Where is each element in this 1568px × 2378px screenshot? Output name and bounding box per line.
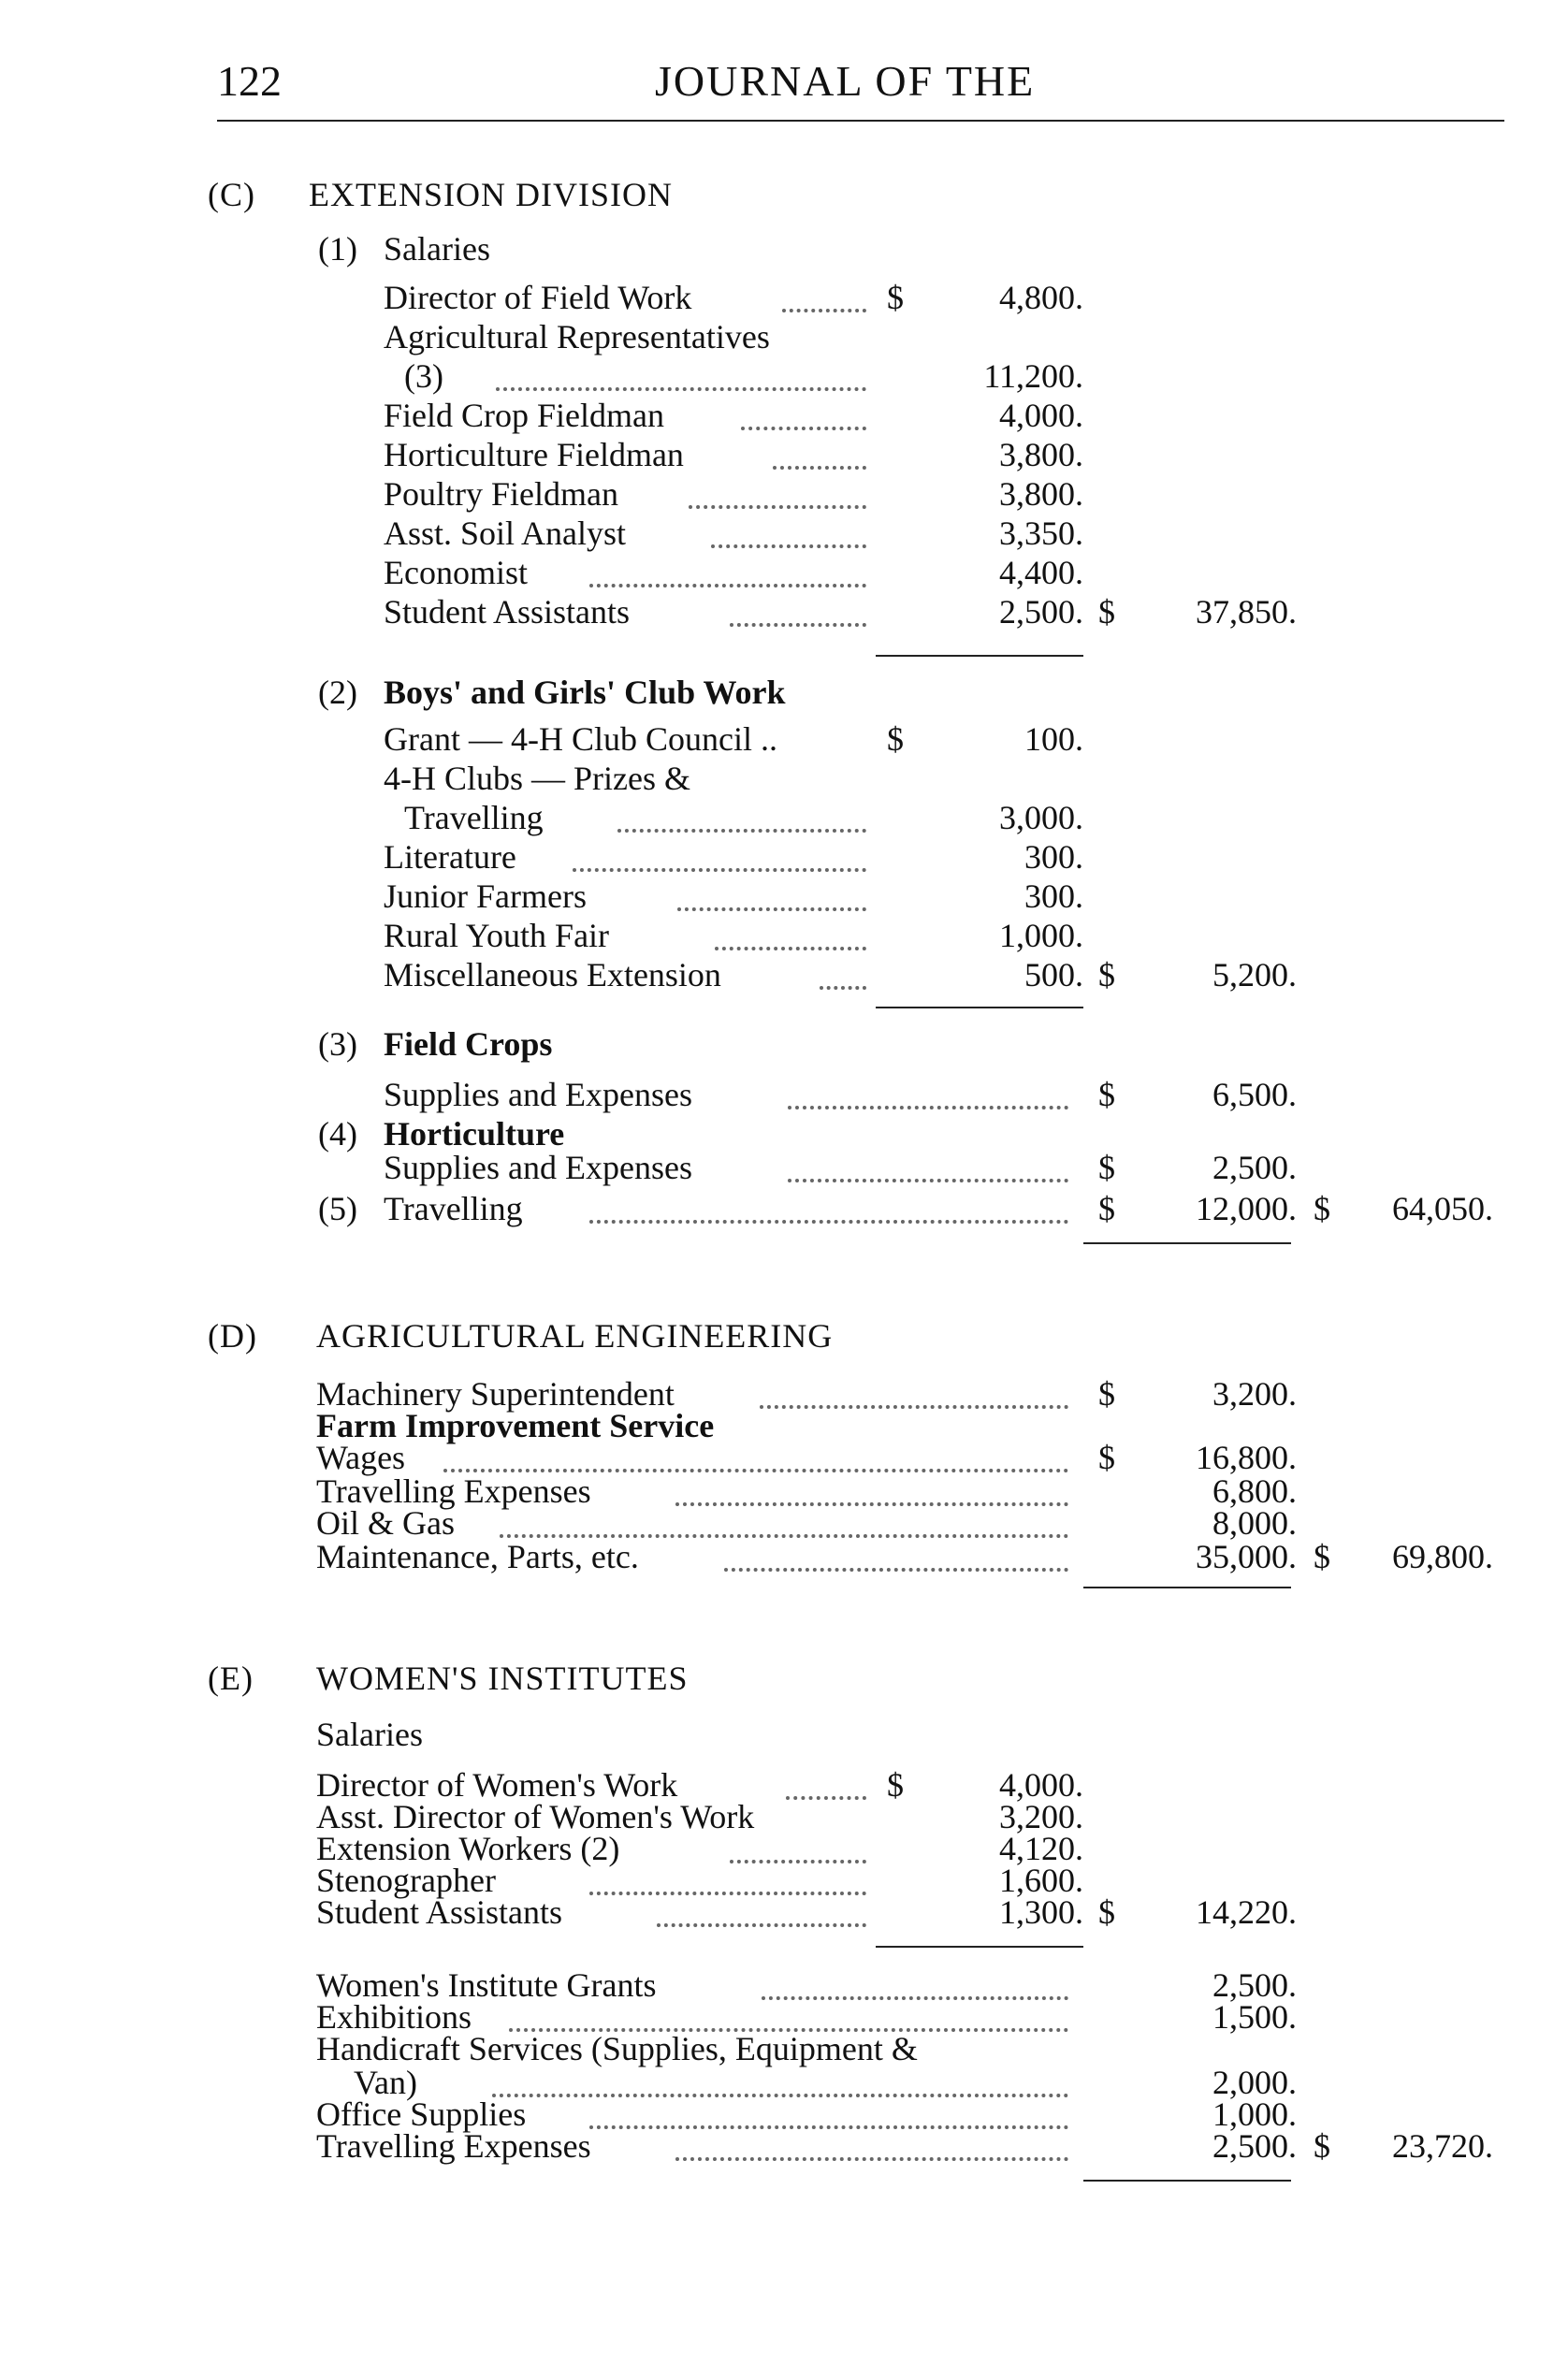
d-item-3-amount: 35,000.	[1196, 1538, 1297, 1575]
c1-item-2-amount: 4,000.	[999, 397, 1083, 434]
c1-item-5-amount: 3,350.	[999, 515, 1083, 552]
leader-dots	[730, 1860, 866, 1863]
e-salary-0-label: Director of Women's Work	[316, 1766, 678, 1804]
c3-amount: 6,500.	[1212, 1076, 1297, 1113]
c5-dollar: $	[1098, 1190, 1115, 1227]
d-item-0-dollar: $	[1098, 1439, 1115, 1476]
leader-dots	[711, 544, 866, 548]
leader-dots	[617, 829, 866, 833]
e-other-2-amount: 2,000.	[1212, 2064, 1297, 2101]
c1-item-7-label: Student Assistants	[384, 593, 631, 631]
c4-heading: Horticulture	[384, 1115, 565, 1153]
c2-subtotal-dollar: $	[1098, 956, 1115, 993]
c2-item-2-amount: 300.	[1024, 838, 1083, 876]
d-machinery-label: Machinery Superintendent	[316, 1375, 675, 1413]
d-total-dollar: $	[1314, 1538, 1330, 1575]
section-e-letter: (E)	[208, 1660, 254, 1697]
leader-dots	[762, 1996, 1068, 2000]
c3-label: Supplies and Expenses	[384, 1076, 692, 1113]
c2-item-4-amount: 1,000.	[999, 917, 1083, 954]
leader-dots	[782, 309, 866, 312]
c-total-dollar: $	[1314, 1190, 1330, 1227]
page-number: 122	[217, 57, 282, 105]
c1-item-6-amount: 4,400.	[999, 554, 1083, 591]
c2-item-2-label: Literature	[384, 838, 516, 876]
e-salary-0-dollar: $	[887, 1766, 904, 1804]
section-c-letter: (C)	[208, 176, 255, 213]
c2-item-3-amount: 300.	[1024, 877, 1083, 915]
e-salary-1-amount: 3,200.	[999, 1798, 1083, 1835]
leader-dots	[788, 1106, 1068, 1109]
c2-item-0-dollar: $	[887, 720, 904, 758]
c3-number: (3)	[318, 1025, 357, 1063]
c1-item-6-label: Economist	[384, 554, 528, 591]
d-sub-heading: Farm Improvement Service	[316, 1407, 715, 1444]
e-other-3-label: Office Supplies	[316, 2095, 527, 2133]
e-other-3-amount: 1,000.	[1212, 2095, 1297, 2133]
leader-dots	[496, 387, 866, 391]
e-salary-4-amount: 1,300.	[999, 1893, 1083, 1931]
e-total: 23,720.	[1392, 2127, 1493, 2165]
c2-item-5-amount: 500.	[1024, 956, 1083, 993]
subtotal-rule	[1083, 1242, 1291, 1244]
leader-dots	[675, 2157, 1068, 2161]
e-salary-1-label: Asst. Director of Women's Work	[316, 1798, 755, 1835]
c2-item-4-label: Rural Youth Fair	[384, 917, 610, 954]
page-header-title: JOURNAL OF THE	[655, 57, 1036, 105]
c2-item-1-label2: Travelling	[404, 799, 544, 836]
c1-item-0-label: Director of Field Work	[384, 279, 692, 316]
e-salary-2-amount: 4,120.	[999, 1830, 1083, 1867]
leader-dots	[786, 1796, 866, 1800]
c4-label: Supplies and Expenses	[384, 1149, 692, 1186]
c4-dollar: $	[1098, 1149, 1115, 1186]
e-other-4-label: Travelling Expenses	[316, 2127, 591, 2165]
c1-item-3-amount: 3,800.	[999, 436, 1083, 473]
e-other-2-label2: Van)	[354, 2064, 417, 2101]
c1-subtotal-dollar: $	[1098, 593, 1115, 631]
e-salary-4-label: Student Assistants	[316, 1893, 563, 1931]
leader-dots	[589, 1892, 866, 1895]
section-d-title: AGRICULTURAL ENGINEERING	[316, 1317, 834, 1355]
c5-number: (5)	[318, 1190, 357, 1227]
d-item-2-amount: 8,000.	[1212, 1504, 1297, 1542]
e-salary-3-amount: 1,600.	[999, 1862, 1083, 1899]
e-salaries-subtotal-dollar: $	[1098, 1893, 1115, 1931]
e-salary-0-amount: 4,000.	[999, 1766, 1083, 1804]
leader-dots	[760, 1405, 1068, 1409]
section-e-title: WOMEN'S INSTITUTES	[316, 1660, 689, 1697]
leader-dots	[589, 2125, 1068, 2129]
c2-item-0-amount: 100.	[1024, 720, 1083, 758]
d-item-3-label: Maintenance, Parts, etc.	[316, 1538, 639, 1575]
c1-item-2-label: Field Crop Fieldman	[384, 397, 664, 434]
c3-dollar: $	[1098, 1076, 1115, 1113]
c1-item-0-dollar: $	[887, 279, 904, 316]
leader-dots	[820, 986, 866, 990]
leader-dots	[788, 1179, 1068, 1182]
c1-item-3-label: Horticulture Fieldman	[384, 436, 684, 473]
e-other-1-label: Exhibitions	[316, 1998, 472, 2036]
c5-label: Travelling	[384, 1190, 523, 1227]
subtotal-rule	[1083, 1587, 1291, 1588]
c3-heading: Field Crops	[384, 1025, 553, 1063]
subtotal-rule	[876, 1946, 1083, 1948]
e-salaries-heading: Salaries	[316, 1716, 423, 1753]
d-machinery-dollar: $	[1098, 1375, 1115, 1413]
section-d-letter: (D)	[208, 1317, 257, 1355]
leader-dots	[730, 623, 866, 627]
c5-amount: 12,000.	[1196, 1190, 1297, 1227]
leader-dots	[724, 1568, 1068, 1572]
subtotal-rule	[1083, 2180, 1291, 2182]
c1-item-7-amount: 2,500.	[999, 593, 1083, 631]
e-total-dollar: $	[1314, 2127, 1330, 2165]
c1-heading: Salaries	[384, 230, 490, 268]
c4-amount: 2,500.	[1212, 1149, 1297, 1186]
subtotal-rule	[876, 1007, 1083, 1008]
leader-dots	[675, 1502, 1068, 1506]
leader-dots	[573, 868, 866, 872]
e-other-0-amount: 2,500.	[1212, 1966, 1297, 2004]
e-other-0-label: Women's Institute Grants	[316, 1966, 657, 2004]
c1-item-1-label: Agricultural Representatives	[384, 318, 770, 355]
c2-subtotal: 5,200.	[1212, 956, 1297, 993]
c2-item-0-label: Grant — 4-H Club Council ..	[384, 720, 777, 758]
c1-item-4-amount: 3,800.	[999, 475, 1083, 513]
c2-item-3-label: Junior Farmers	[384, 877, 587, 915]
d-item-1-amount: 6,800.	[1212, 1472, 1297, 1510]
leader-dots	[677, 907, 866, 911]
d-item-2-label: Oil & Gas	[316, 1504, 455, 1542]
e-other-2-label: Handicraft Services (Supplies, Equipment &	[316, 2030, 918, 2067]
e-salaries-subtotal: 14,220.	[1196, 1893, 1297, 1931]
section-c-title: EXTENSION DIVISION	[309, 176, 673, 213]
subtotal-rule	[876, 655, 1083, 657]
c1-item-1-label2: (3)	[404, 357, 443, 395]
leader-dots	[689, 505, 866, 509]
c2-item-5-label: Miscellaneous Extension	[384, 956, 721, 993]
c1-item-4-label: Poultry Fieldman	[384, 475, 618, 513]
c1-number: (1)	[318, 230, 357, 268]
c2-item-1-label: 4-H Clubs — Prizes &	[384, 760, 690, 797]
leader-dots	[589, 1220, 1068, 1224]
c4-number: (4)	[318, 1115, 357, 1153]
leader-dots	[773, 466, 866, 470]
e-other-4-amount: 2,500.	[1212, 2127, 1297, 2165]
c1-subtotal: 37,850.	[1196, 593, 1297, 631]
d-item-1-label: Travelling Expenses	[316, 1472, 591, 1510]
d-total: 69,800.	[1392, 1538, 1493, 1575]
d-item-0-amount: 16,800.	[1196, 1439, 1297, 1476]
e-other-1-amount: 1,500.	[1212, 1998, 1297, 2036]
leader-dots	[657, 1923, 866, 1927]
c2-number: (2)	[318, 674, 357, 711]
c1-item-0-amount: 4,800.	[999, 279, 1083, 316]
c2-heading: Boys' and Girls' Club Work	[384, 674, 786, 711]
leader-dots	[741, 427, 866, 430]
c2-item-1-amount: 3,000.	[999, 799, 1083, 836]
d-machinery-amount: 3,200.	[1212, 1375, 1297, 1413]
c-total: 64,050.	[1392, 1190, 1493, 1227]
leader-dots	[492, 2094, 1068, 2097]
d-item-0-label: Wages	[316, 1439, 406, 1476]
e-salary-2-label: Extension Workers (2)	[316, 1830, 620, 1867]
c1-item-5-label: Asst. Soil Analyst	[384, 515, 627, 552]
e-salary-3-label: Stenographer	[316, 1862, 496, 1899]
c1-item-1-amount: 11,200.	[983, 357, 1083, 395]
header-rule	[217, 120, 1504, 122]
leader-dots	[715, 947, 866, 950]
leader-dots	[589, 584, 866, 587]
